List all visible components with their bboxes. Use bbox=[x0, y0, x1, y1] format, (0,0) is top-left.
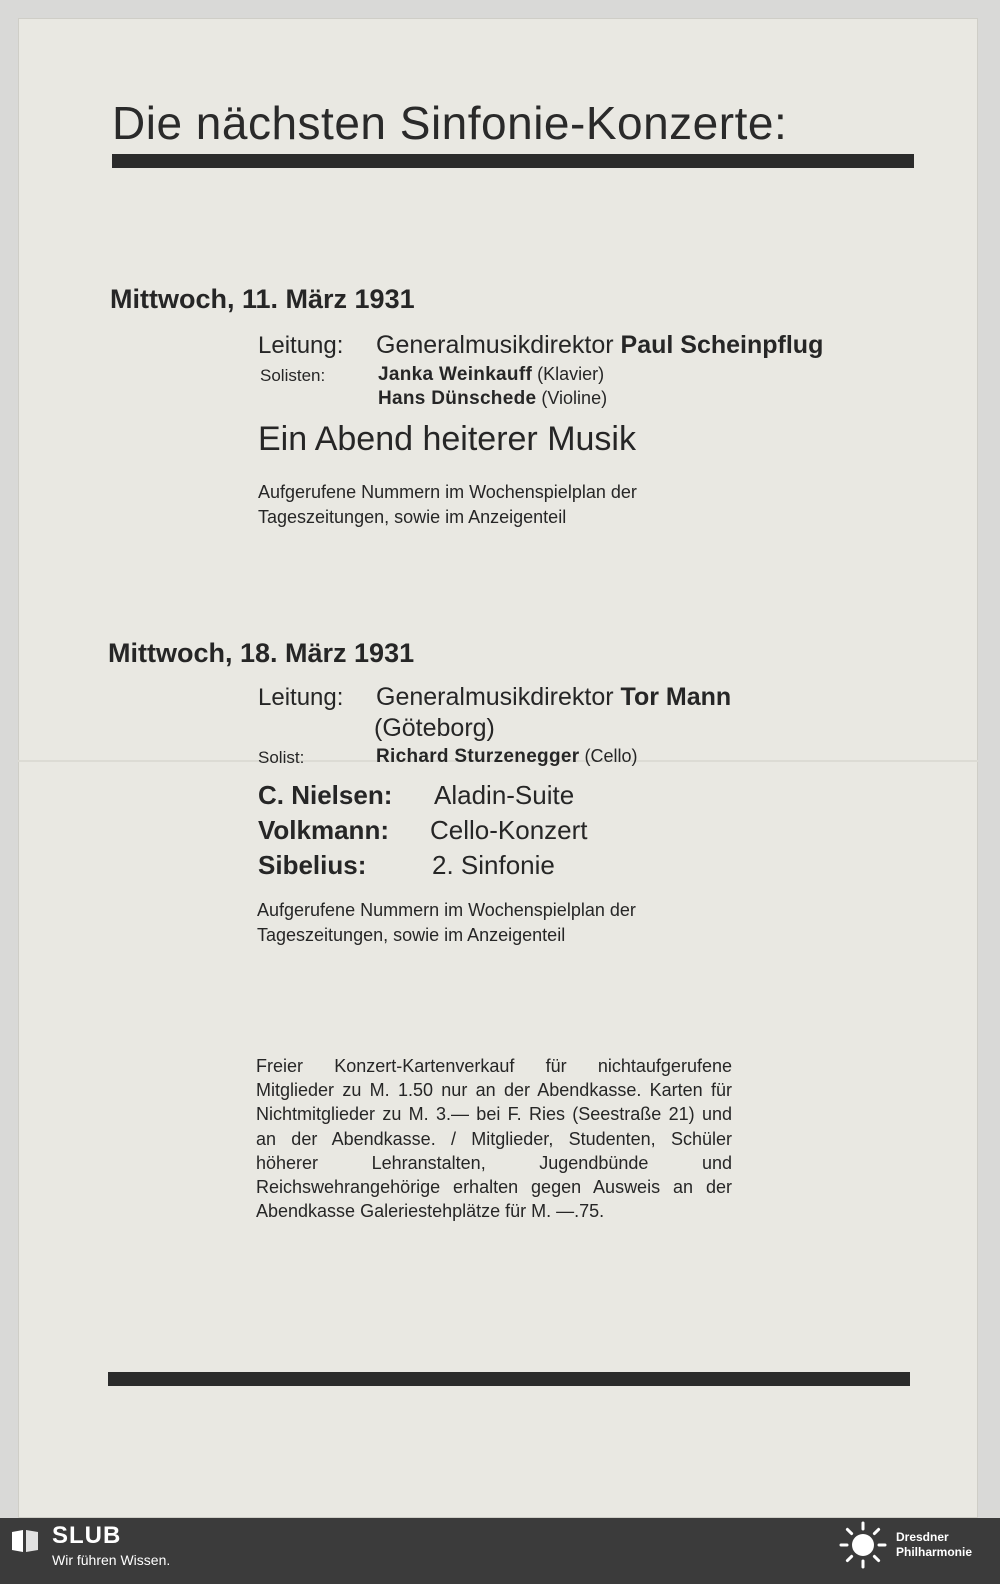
bottom-rule bbox=[108, 1372, 910, 1386]
ticket-notice: Freier Konzert-Kartenverkauf für nichtaufgerufene Mitglieder zu M. 1.50 nur an der Abendkasse. Karten für Nichtmitglieder zu M. 3.— bei F. Ries (Seestraße 21) und an der Abendkasse. / Mitglieder, Studenten, Schüler höherer Lehranstalten, Jugendbünde und Reichswehrangehörige erhalten gegen Ausweis an der Abendkasse Galeriestehplätze für M. —.75. bbox=[256, 1056, 732, 1222]
conductor-name: Paul Scheinpflug bbox=[620, 331, 824, 359]
concert2-conductor-place: (Göteborg) bbox=[374, 714, 495, 742]
conductor-name: Tor Mann bbox=[620, 683, 732, 711]
soloist-instrument: (Klavier) bbox=[537, 364, 605, 384]
concert2-leitung-label: Leitung: bbox=[258, 684, 344, 711]
program-sheet bbox=[18, 18, 978, 1518]
note-line-2: Tageszeitungen, sowie im Anzeigenteil bbox=[258, 507, 567, 527]
concert1-soloist-1 bbox=[378, 364, 604, 386]
concert2-soloist bbox=[376, 746, 637, 768]
concert1-note bbox=[258, 480, 738, 530]
dp-line-2: Philharmonie bbox=[896, 1545, 973, 1559]
soloist-instrument: (Cello) bbox=[584, 746, 638, 766]
top-rule bbox=[112, 154, 914, 168]
soloist-name: Richard Sturzenegger bbox=[376, 746, 580, 767]
concert2-note bbox=[257, 898, 737, 948]
work-3-composer: Sibelius: bbox=[258, 850, 367, 880]
dp-line-1: Dresdner bbox=[896, 1530, 949, 1544]
slub-tagline: Wir führen Wissen. bbox=[52, 1552, 171, 1568]
conductor-title: Generalmusikdirektor bbox=[376, 683, 614, 711]
note-line-1: Aufgerufene Nummern im Wochenspielplan der bbox=[258, 482, 637, 502]
work-2-title: Cello-Konzert bbox=[430, 815, 588, 845]
concert2-date: Mittwoch, 18. März 1931 bbox=[108, 638, 415, 668]
soloist-name: Janka Weinkauff bbox=[378, 364, 533, 385]
concert1-title: Ein Abend heiterer Musik bbox=[258, 420, 636, 458]
work-1-composer: C. Nielsen: bbox=[258, 780, 393, 810]
note-line-2: Tageszeitungen, sowie im Anzeigenteil bbox=[257, 925, 566, 945]
concert2-conductor bbox=[376, 683, 731, 712]
concert1-conductor bbox=[376, 331, 823, 360]
work-3-title: 2. Sinfonie bbox=[432, 850, 555, 880]
soloist-name: Hans Dünschede bbox=[378, 388, 537, 409]
conductor-title: Generalmusikdirektor bbox=[376, 331, 614, 359]
footer-bar bbox=[0, 1518, 1000, 1584]
concert2-solist-label: Solist: bbox=[258, 748, 305, 767]
concert1-solisten-label: Solisten: bbox=[260, 366, 326, 385]
page-title: Die nächsten Sinfonie-Konzerte: bbox=[112, 97, 788, 149]
concert1-date: Mittwoch, 11. März 1931 bbox=[110, 284, 415, 314]
soloist-instrument: (Violine) bbox=[541, 388, 608, 408]
slub-book-icon bbox=[10, 1528, 40, 1554]
concert1-leitung-label: Leitung: bbox=[258, 332, 344, 359]
work-2-composer: Volkmann: bbox=[258, 815, 389, 845]
philharmonie-sun-icon bbox=[838, 1520, 888, 1570]
philharmonie-logo-text bbox=[896, 1530, 972, 1560]
slub-logo-text: SLUB bbox=[52, 1522, 122, 1549]
note-line-1: Aufgerufene Nummern im Wochenspielplan der bbox=[257, 900, 636, 920]
concert1-soloist-2 bbox=[378, 388, 607, 410]
work-1-title: Aladin-Suite bbox=[434, 780, 575, 810]
